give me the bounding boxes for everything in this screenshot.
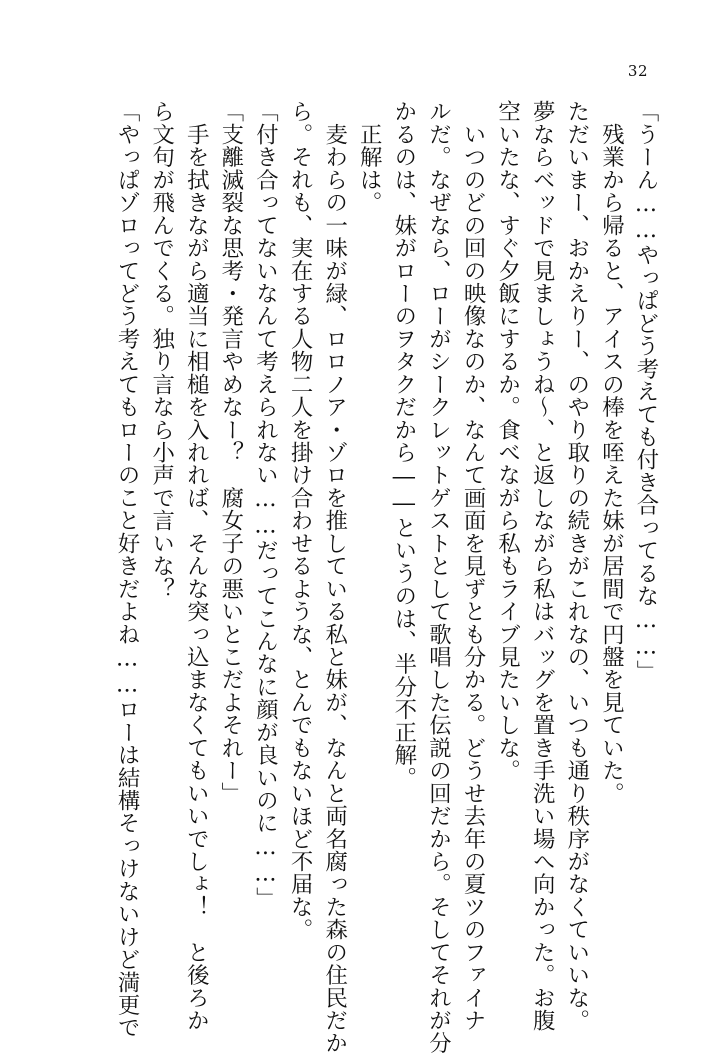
text-line: ただいまー、おかえりー、のやり取りの続きがこれなの、いつも通り秩序がなくていいな。 — [563, 100, 590, 1032]
text-line: 「支離滅裂な思考・発言やめなー？ 腐女子の悪いとこだよそれー」 — [217, 100, 244, 805]
text-line: 麦わらの一味が緑、ロロノア・ゾロを推している私と妹が、なんと両名腐った森の住民だか — [321, 100, 348, 1054]
text-line: 「うーん……やっぱどう考えても付き合ってるな……」 — [633, 100, 659, 683]
text-line: 「付き合ってないなんて考えられない……だってこんなに顔が良いのに……」 — [252, 100, 279, 910]
text-line: 手を拭きながら適当に相槌を入れれば、そんな突っ込まなくてもいいでしょ！ と後ろか — [183, 100, 210, 1032]
text-line: 正解は。 — [356, 100, 383, 214]
text-line: 空いたな、すぐ夕飯にするか。食べながら私もライブ見たいしな。 — [494, 100, 521, 782]
text-line: 残業から帰ると、アイスの棒を咥えた妹が居間で円盤を見ていた。 — [598, 100, 625, 805]
text-line: ルだ。なぜなら、ローがシークレットゲストとして歌唱した伝説の回だから。そしてそれが分 — [425, 100, 452, 1054]
text-line: ら文句が飛んでくる。独り言なら小声で言いな？ — [148, 100, 175, 600]
text-line: 「やっぱゾロってどう考えてもローのこと好きだよね……ローは結構そっけないけど満更で — [114, 100, 141, 1039]
text-line: いつのどの回の映像なのか、なんて画面を見ずとも分かる。どうせ去年の夏ツのファイナ — [460, 100, 487, 1032]
page-number: 32 — [627, 62, 648, 80]
text-line: ら。それも、実在する人物二人を掛け合わせるような、とんでもないほど不届な。 — [287, 100, 314, 941]
text-line: かるのは、妹がローのヲタクだから――というのは、半分不正解。 — [390, 100, 417, 789]
text-line: 夢ならベッドで見ましょうね〜、と返しながら私はバッグを置き手洗い場へ向かった。お腹 — [529, 100, 556, 1032]
body-text — [110, 100, 664, 1054]
